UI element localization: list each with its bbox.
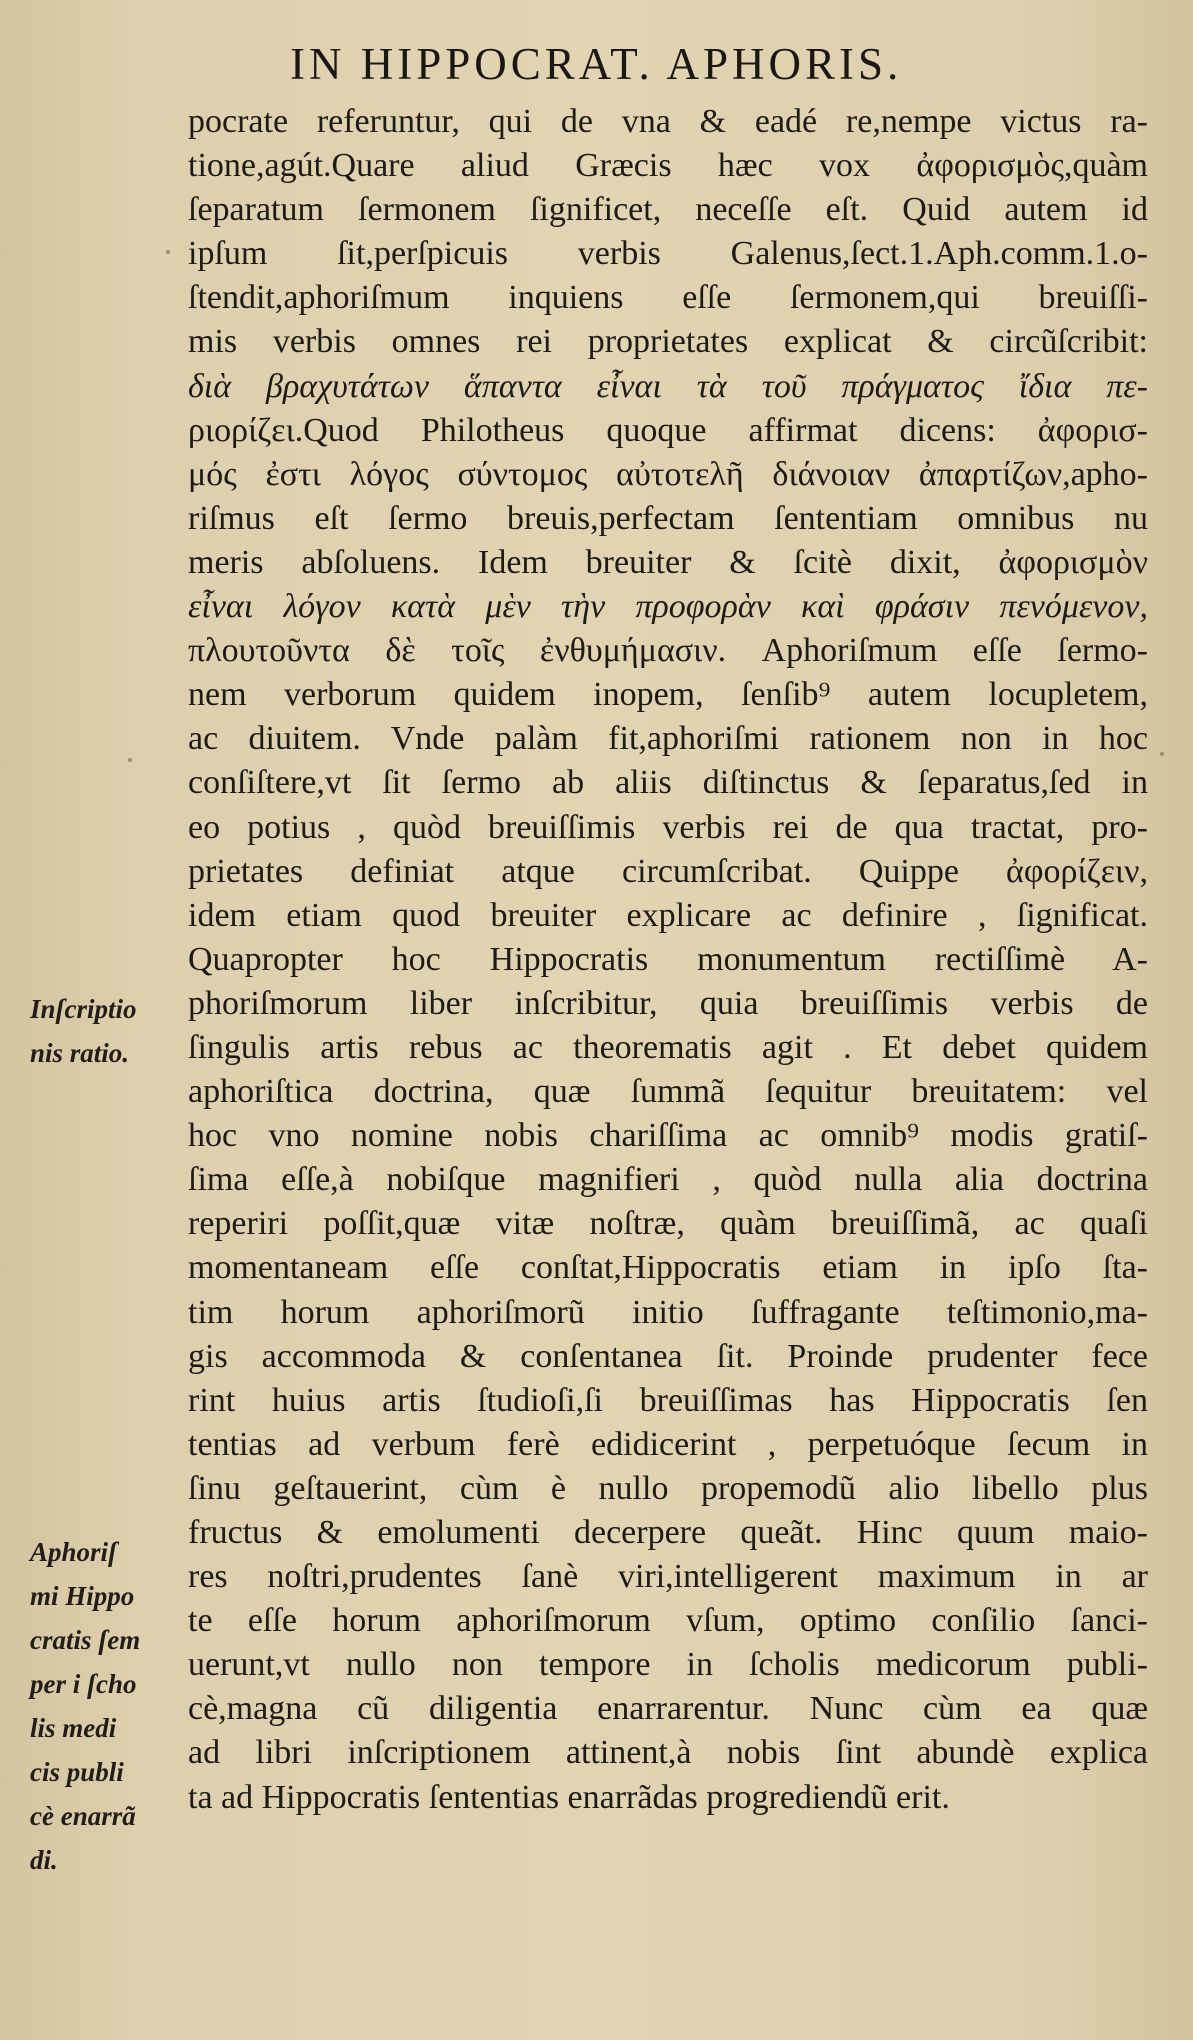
text-line: ad libri inſcriptionem attinent,à nobis ſint abundè explica [188, 1734, 1148, 1772]
marginal-note-line: Inſcriptio [30, 994, 137, 1024]
text-line: res noſtri,prudentes ſanè viri,intelligerent maximum in ar [188, 1558, 1148, 1596]
text-line: meris abſoluens. Idem breuiter & ſcitè dixit, ἀφορισμὸν [188, 543, 1148, 581]
text-line: ſtendit,aphoriſmum inquiens eſſe ſermonem,qui breuiſſi- [188, 279, 1148, 317]
text-line: tentias ad verbum ferè edidicerint , perpetuóque ſecum in [188, 1425, 1148, 1463]
text-line: ſingulis artis rebus ac theorematis agit . Et debet quidem [188, 1028, 1148, 1066]
text-line: rint huius artis ſtudioſi,ſi breuiſſimas has Hippocratis ſen [188, 1381, 1148, 1419]
paper-speck [1160, 752, 1164, 756]
text-line: ta ad Hippocratis ſententias enarrãdas progrediendũ erit. [188, 1778, 950, 1816]
text-line: mis verbis omnes rei proprietates explicat & circũſcribit: [188, 323, 1148, 361]
marginal-note-line: nis ratio. [30, 1038, 130, 1068]
text-line: μός ἐστι λόγος σύντομος αὐτοτελῆ διάνοιαν ἀπαρτίζων,apho- [188, 455, 1148, 493]
text-line: cè,magna cũ diligentia enarrarentur. Nunc cùm ea quæ [188, 1690, 1148, 1728]
text-line: pocrate referuntur, qui de vna & eadé re,nempe victus ra- [188, 103, 1148, 140]
text-line: tione,agút.Quare aliud Græcis hæc vox ἀφορισμὸς,quàm [188, 147, 1148, 185]
text-line: aphoriſtica doctrina, quæ ſummã ſequitur breuitatem: vel [188, 1073, 1148, 1111]
text-line: Quapropter hoc Hippocratis monumentum rectiſſimè A- [188, 940, 1148, 978]
text-line: ſinu geſtauerint, cùm è nullo propemodũ alio libello plus [188, 1469, 1148, 1507]
text-line: ſima eſſe,à nobiſque magnifieri , quòd nulla alia doctrina [188, 1161, 1148, 1199]
text-line: conſiſtere,vt ſit ſermo ab aliis diſtinctus & ſeparatus,ſed in [188, 764, 1148, 802]
text-line: ac diuitem. Vnde palàm fit,aphoriſmi rationem non in hoc [188, 720, 1148, 758]
text-line: tim horum aphoriſmorũ initio ſuffragante teſtimonio,ma- [188, 1293, 1148, 1331]
body-text [188, 100, 1148, 1820]
text-line: fructus & emolumenti decerpere queãt. Hinc quum maio- [188, 1514, 1148, 1551]
text-line: ριορίζει.Quod Philotheus quoque affirmat dicens: ἀφορισ- [188, 411, 1148, 449]
text-line: ſeparatum ſermonem ſignificet, neceſſe eſt. Quid autem id [188, 191, 1148, 229]
paper-speck [128, 758, 132, 762]
text-line: phoriſmorum liber inſcribitur, quia breuiſſimis verbis de [188, 984, 1148, 1022]
text-line: eo potius , quòd breuiſſimis verbis rei de qua tractat, pro- [188, 808, 1148, 846]
text-line: hoc vno nomine nobis chariſſima ac omnib⁹ modis gratiſ- [188, 1117, 1148, 1155]
greek-text-line: διὰ βραχυτάτων ἅπαντα εἶναι τὰ τοῦ πράγματος ἴδια πε- [188, 367, 1148, 405]
greek-text-line: εἶναι λόγον κατὰ μὲν τὴν προφορὰν καὶ φράσιν πενόμενον, [188, 588, 1148, 626]
marginal-note-line: lis medi [30, 1713, 117, 1743]
text-line: prietates definiat atque circumſcribat. Quippe ἀφορίζειν, [188, 852, 1148, 890]
text-line: reperiri poſſit,quæ vitæ noſtræ, quàm breuiſſimã, ac quaſi [188, 1205, 1148, 1243]
marginal-note-inscription [30, 987, 180, 1075]
marginal-note-line: cratis ſem [30, 1625, 141, 1655]
marginal-note-aphorisms [30, 1530, 180, 1882]
text-line: ipſum ſit,perſpicuis verbis Galenus,ſect.1.Aph.comm.1.o- [188, 235, 1148, 273]
marginal-note-line: cè enarrã [30, 1801, 136, 1831]
text-line: idem etiam quod breuiter explicare ac definire , ſignificat. [188, 896, 1148, 934]
text-line: nem verborum quidem inopem, ſenſib⁹ autem locupletem, [188, 676, 1148, 714]
text-line: te eſſe horum aphoriſmorum vſum, optimo conſilio ſanci- [188, 1602, 1148, 1640]
paper-speck [166, 250, 170, 254]
marginal-note-line: Aphoriſ [30, 1537, 118, 1567]
text-line: riſmus eſt ſermo breuis,perfectam ſententiam omnibus nu [188, 499, 1148, 537]
text-line: gis accommoda & conſentanea ſit. Proinde prudenter fece [188, 1337, 1148, 1375]
text-line: πλουτοῦντα δὲ τοῖς ἐνθυμήμασιν. Aphoriſmum eſſe ſermo- [188, 632, 1148, 670]
text-line: uerunt,vt nullo non tempore in ſcholis medicorum publi- [188, 1646, 1148, 1684]
marginal-note-line: cis publi [30, 1757, 124, 1787]
marginal-note-line: mi Hippo [30, 1581, 135, 1611]
running-header: IN HIPPOCRAT. APHORIS. [290, 39, 903, 89]
marginal-note-line: per i ſcho [30, 1669, 137, 1699]
marginal-note-line: di. [30, 1845, 58, 1875]
text-line: momentaneam eſſe conſtat,Hippocratis etiam in ipſo ſta- [188, 1249, 1148, 1287]
